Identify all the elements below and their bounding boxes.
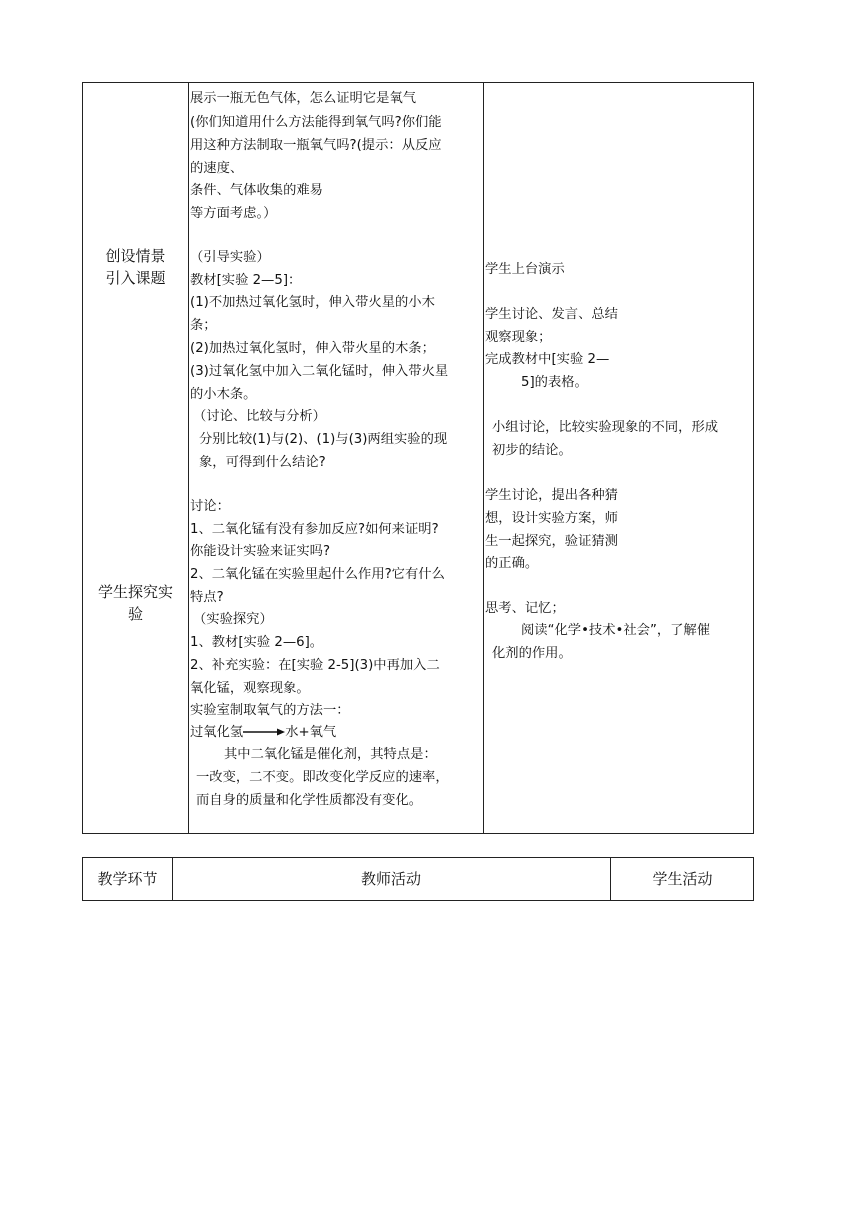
student-text-line: 阅读“化学•技术•社会”，了解催	[521, 623, 711, 638]
header-teacher-activity: 教师活动	[360, 870, 421, 888]
row-label-explore: 学生探究实 验	[97, 583, 173, 623]
teacher-text-line: （讨论、比较与分析）	[193, 409, 326, 424]
reaction-equation	[190, 723, 336, 743]
teacher-text-line: 1、教材[实验 2—6]。	[190, 635, 324, 650]
teacher-text-line: 展示一瓶无色气体，怎么证明它是氧气	[190, 91, 417, 106]
student-text-line: 5]的表格。	[521, 375, 588, 390]
student-text-line: 化剂的作用。	[492, 646, 572, 661]
student-text-line: 学生讨论、发言、总结	[485, 307, 618, 322]
teacher-text-line: (3)过氧化氢中加入二氧化锰时，伸入带火星	[190, 364, 449, 379]
teacher-text-line: (2)加热过氧化氢时，伸入带火星的木条；	[190, 341, 435, 356]
student-text-line: 学生讨论，提出各种猜	[485, 488, 618, 503]
teacher-text-line: 你能设计实验来证实吗?	[190, 544, 331, 559]
teacher-text-line: （引导实验）	[190, 250, 270, 265]
teacher-text-line: 而自身的质量和化学性质都没有变化。	[196, 793, 423, 808]
reaction-arrow-icon	[243, 727, 285, 737]
teacher-text-line: 实验室制取氧气的方法一：	[190, 703, 350, 718]
teacher-text-line: 象，可得到什么结论?	[199, 455, 326, 470]
student-text-line: 想，设计实验方案，师	[485, 511, 618, 526]
student-text-line: 的正确。	[485, 556, 539, 571]
student-text-line: 观察现象；	[485, 330, 552, 345]
teacher-text-line: 分别比较(1)与(2)、(1)与(3)两组实验的现	[199, 432, 448, 447]
activity-header-table	[82, 857, 754, 901]
teacher-text-line: 教材[实验 2—5]：	[190, 273, 302, 288]
teacher-text-line: 讨论：	[190, 499, 230, 514]
teacher-text-line: 用这种方法制取一瓶氧气吗?(提示：从反应	[190, 138, 442, 153]
teacher-text-line: (1)不加热过氧化氢时，伸入带火星的小木	[190, 295, 435, 310]
teacher-text-line: 氧化锰，观察现象。	[190, 681, 310, 696]
teacher-text-line: 特点?	[190, 590, 224, 605]
teacher-text-line: 的速度、	[190, 161, 244, 176]
teacher-text-line: 2、补充实验：在[实验 2-5](3)中再加入二	[190, 658, 440, 673]
teacher-text-line: 等方面考虑。）	[190, 206, 277, 221]
lesson-plan-table	[82, 82, 754, 834]
column-divider	[188, 83, 189, 833]
teacher-text-line: 1、二氧化锰有没有参加反应?如何来证明?	[190, 522, 439, 537]
student-text-line: 学生上台演示	[485, 262, 565, 277]
column-divider	[483, 83, 484, 833]
teacher-text-line: 条；	[190, 318, 217, 333]
row-label-situation: 创设情景 引入课题	[105, 247, 166, 287]
teacher-text-line: 2、二氧化锰在实验里起什么作用?它有什么	[190, 567, 445, 582]
student-text-line: 生一起探究，验证猜测	[485, 534, 618, 549]
student-text-line: 思考、记忆；	[485, 601, 565, 616]
teacher-text-line: 其中二氧化锰是催化剂，其特点是：	[224, 747, 437, 762]
teacher-text-line: （实验探究）	[193, 612, 273, 627]
reactant-text: 过氧化氢	[190, 725, 244, 740]
student-text-line: 小组讨论，比较实验现象的不同，形成	[492, 420, 719, 435]
teacher-text-line: (你们知道用什么方法能得到氧气吗?你们能	[190, 115, 442, 130]
header-student-activity: 学生活动	[652, 870, 713, 888]
student-text-line: 初步的结论。	[492, 443, 572, 458]
header-teaching-stage: 教学环节	[97, 870, 158, 888]
student-text-line: 完成教材中[实验 2—	[485, 352, 610, 367]
teacher-text-line: 条件、气体收集的难易	[190, 183, 323, 198]
teacher-text-line: 一改变，二不变。即改变化学反应的速率，	[196, 770, 449, 785]
teacher-text-line: 的小木条。	[190, 387, 257, 402]
product-text: 水+氧气	[285, 725, 337, 740]
